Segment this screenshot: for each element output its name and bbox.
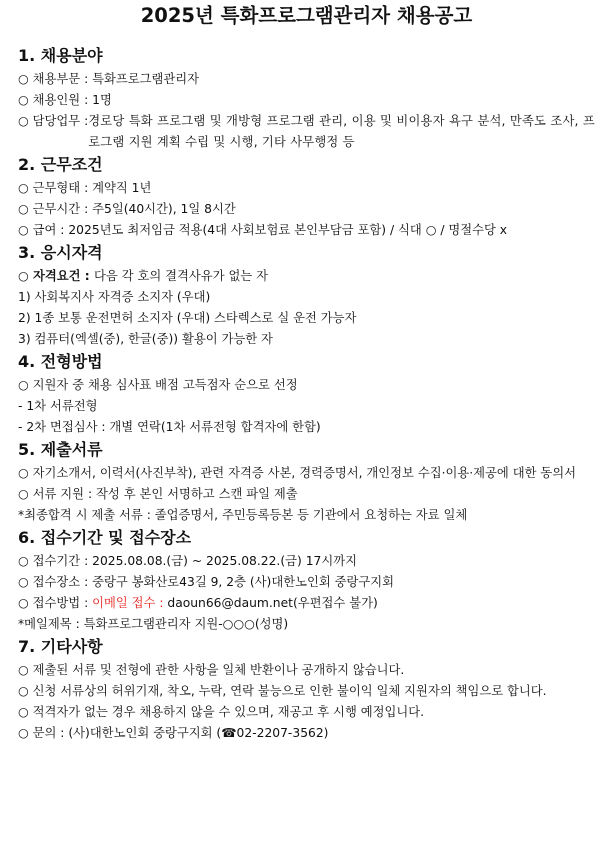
requirement-text: 다음 각 호의 결격사유가 없는 자	[94, 269, 268, 283]
list-item: ○ 근무시간 : 주5일(40시간), 1일 8시간	[18, 202, 236, 216]
section-heading-other: 7. 기타사항	[18, 637, 103, 656]
contact-item: ○ 문의 : (사)대한노인회 중랑구지회 (☎02-2207-3562)	[18, 726, 329, 740]
section-heading-recruit-field: 1. 채용분야	[18, 46, 103, 65]
list-item: ○ 지원자 중 채용 심사표 배점 고득점자 순으로 선정	[18, 378, 298, 392]
requirement-label: ○ 자격요건 :	[18, 269, 95, 283]
pay-item: ○ 급여 : 2025년도 최저임금 적용(4대 사회보험료 본인부담금 포함) / 식대 ○ / 명절수당 x	[18, 223, 508, 237]
list-item: 2) 1종 보통 운전면허 소지자 (우대) 스타렉스로 실 운전 가능자	[18, 311, 357, 325]
list-item: ○ 채용인원 : 1명	[18, 93, 112, 107]
duty-label: ○ 담당업무 :	[18, 114, 89, 128]
requirement-item	[18, 266, 595, 287]
mail-subject-note: *메일제목 : 특화프로그램관리자 지원-○○○(성명)	[18, 617, 289, 631]
list-item: - 2차 면접심사 : 개별 연락(1차 서류전형 합격자에 한함)	[18, 420, 321, 434]
list-item: ○ 적격자가 없는 경우 채용하지 않을 수 있으며, 재공고 후 시행 예정입니다.	[18, 705, 425, 719]
list-item: ○ 채용부문 : 특화프로그램관리자	[18, 72, 200, 86]
section-heading-qualifications: 3. 응시자격	[18, 243, 103, 262]
list-item: ○ 근무형태 : 계약직 1년	[18, 181, 152, 195]
section-heading-documents: 5. 제출서류	[18, 440, 103, 459]
list-item: ○ 접수기간 : 2025.08.08.(금) ~ 2025.08.22.(금) 17시까지	[18, 554, 358, 568]
method-email-address: daoun66@daum.net(우편접수 불가)	[167, 596, 378, 610]
method-email-highlight: 이메일 접수 :	[92, 596, 168, 610]
section-heading-application-period: 6. 접수기간 및 접수장소	[18, 528, 192, 547]
application-method-item	[18, 593, 595, 614]
method-label: ○ 접수방법 :	[18, 596, 93, 610]
list-item: ○ 서류 지원 : 작성 후 본인 서명하고 스캔 파일 제출	[18, 487, 298, 501]
section-heading-work-conditions: 2. 근무조건	[18, 155, 103, 174]
section-heading-selection-method: 4. 전형방법	[18, 352, 103, 371]
duty-text: 경로당 특화 프로그램 및 개방형 프로그램 관리, 이용 및 비이용자 욕구 분석, 만족도 조사, 프로그램 지원 계획 수립 및 시행, 기타 사무행정 등	[88, 114, 595, 149]
duty-item	[18, 111, 595, 153]
documents-item: ○ 자기소개서, 이력서(사진부착), 관련 자격증 사본, 경력증명서, 개인정보 수집·이용·제공에 대한 동의서	[18, 466, 577, 480]
document-title: 2025년 특화프로그램관리자 채용공고	[140, 4, 473, 27]
list-item: ○ 신청 서류상의 허위기재, 착오, 누락, 연락 불능으로 인한 불이익 일체 지원자의 책임으로 합니다.	[18, 684, 547, 698]
list-item: ○ 제출된 서류 및 전형에 관한 사항을 일체 반환이나 공개하지 않습니다.	[18, 663, 405, 677]
list-item: - 1차 서류전형	[18, 399, 98, 413]
list-item: 3) 컴퓨터(엑셀(중), 한글(중)) 활용이 가능한 자	[18, 332, 273, 346]
list-item: ○ 접수장소 : 중랑구 봉화산로43길 9, 2층 (사)대한노인회 중랑구지회	[18, 575, 395, 589]
list-item: 1) 사회복지사 자격증 소지자 (우대)	[18, 290, 211, 304]
list-item: *최종합격 시 제출 서류 : 졸업증명서, 주민등록등본 등 기관에서 요청하는 자료 일체	[18, 508, 468, 522]
